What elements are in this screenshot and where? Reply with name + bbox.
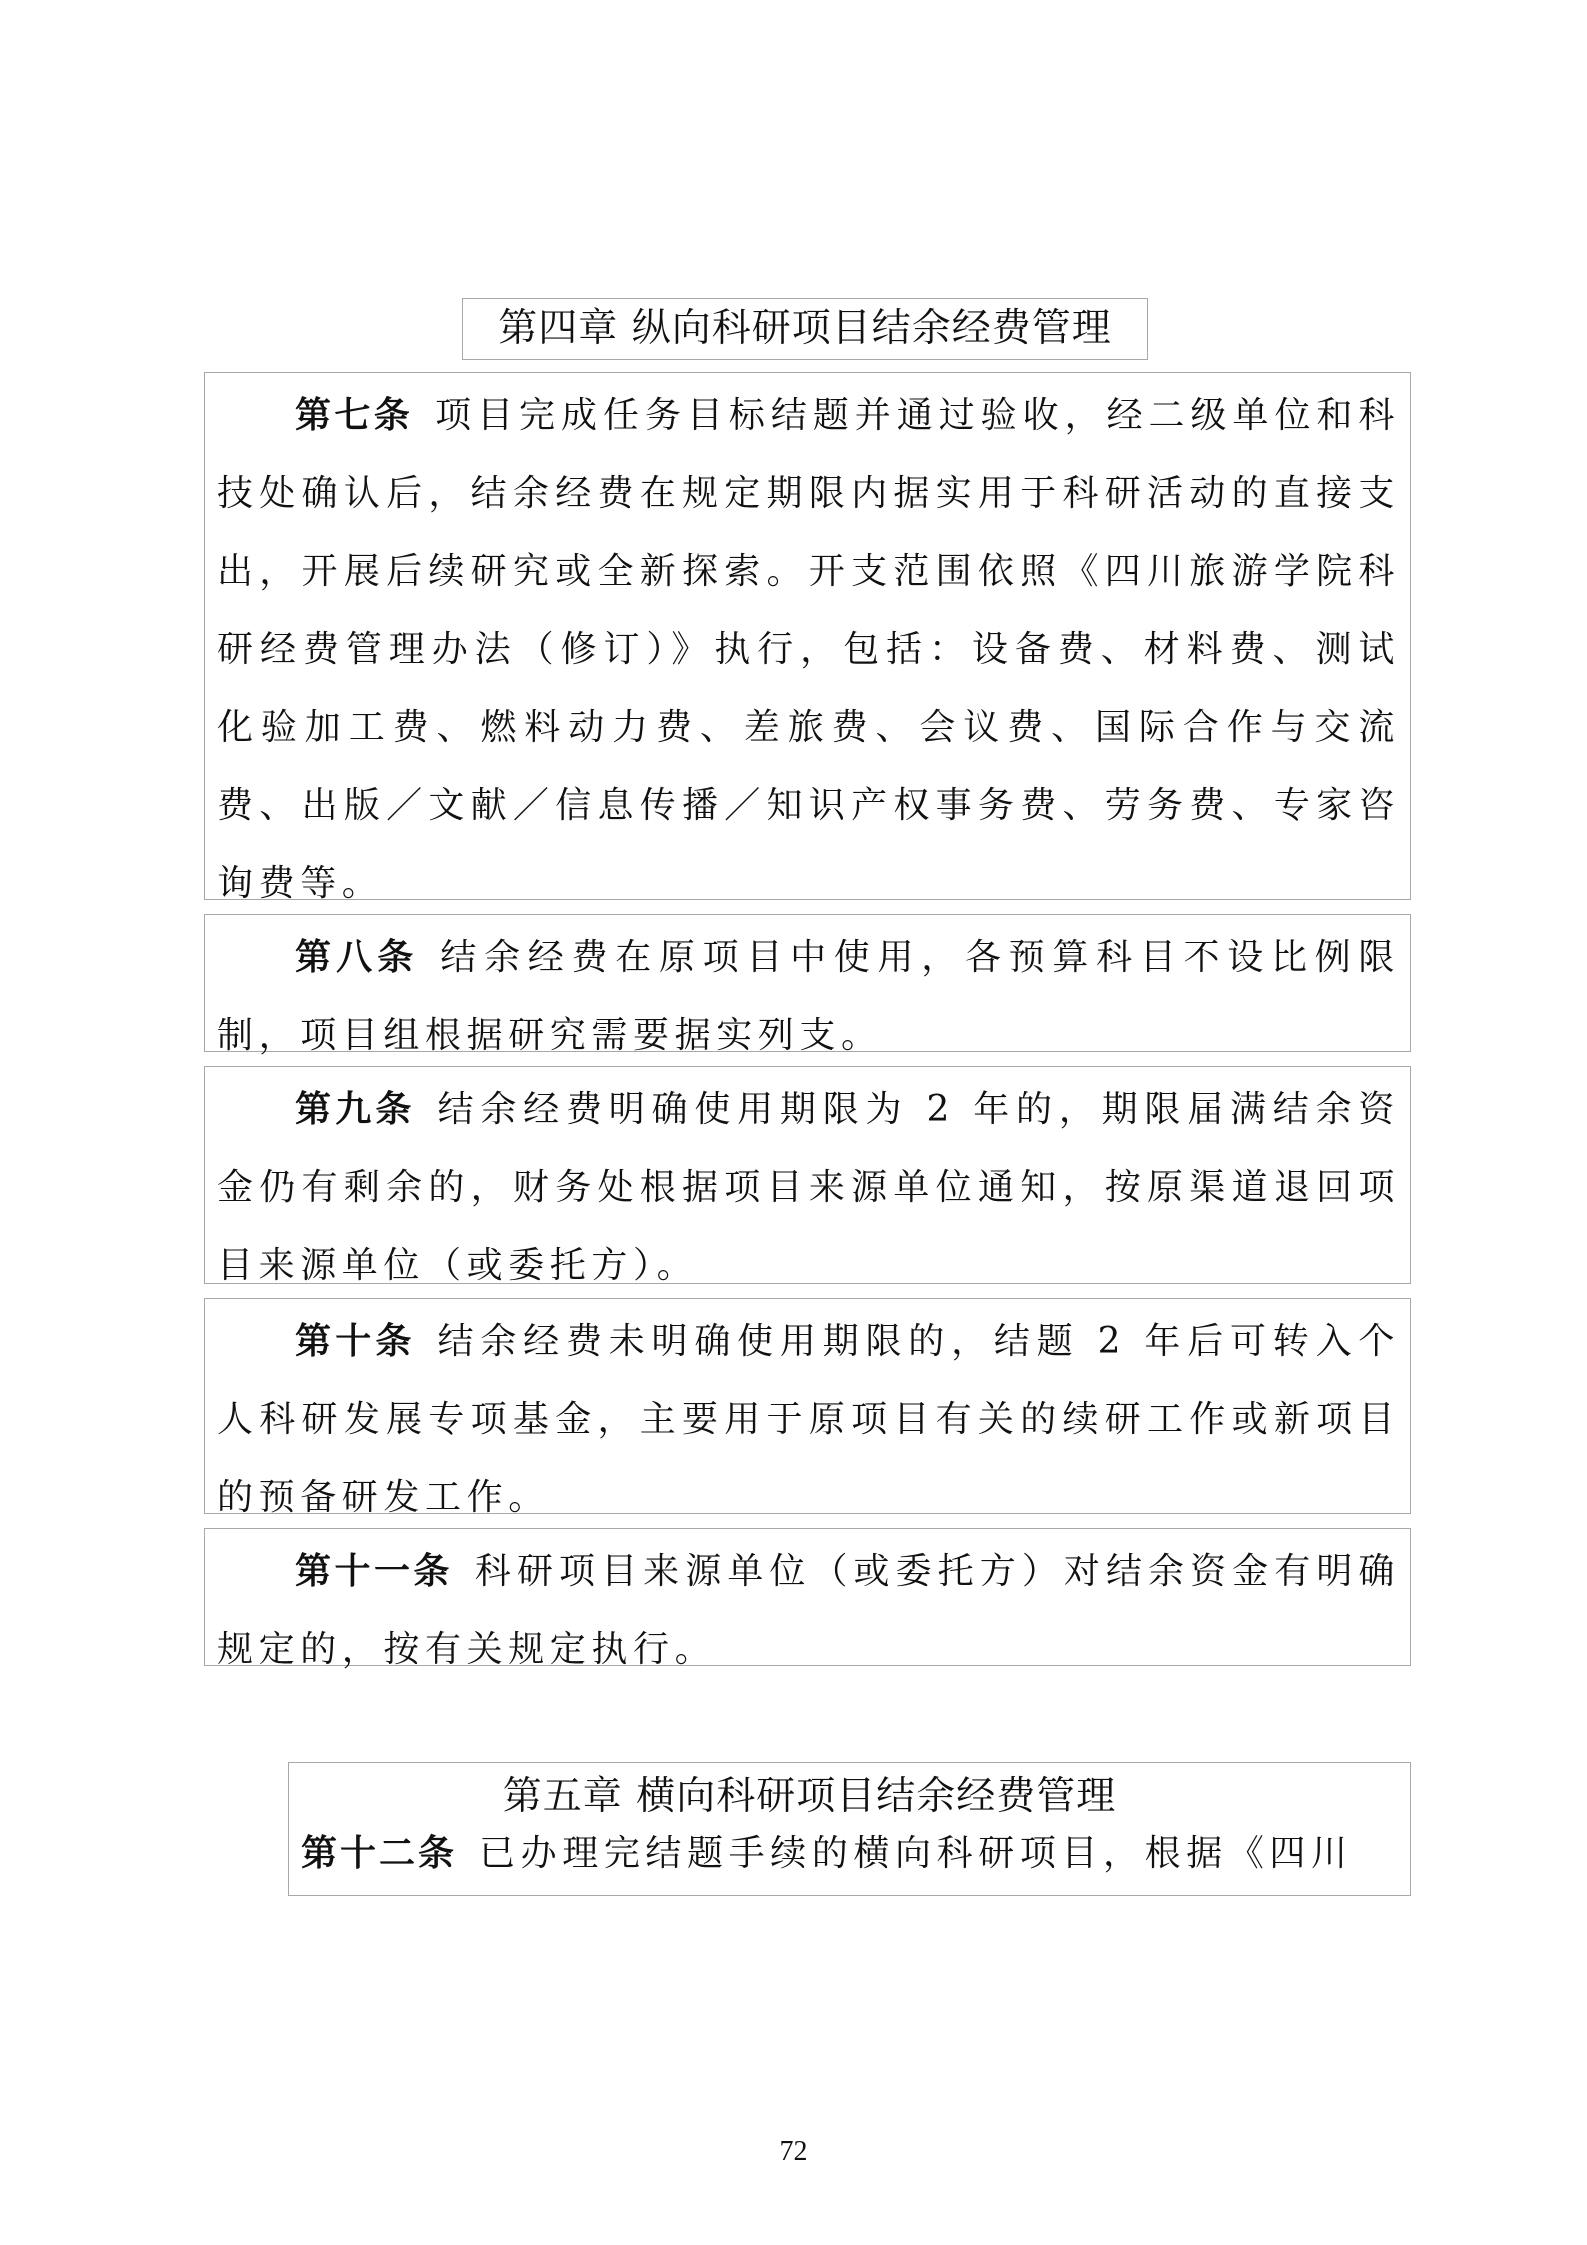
article-9 [204,1066,1411,1284]
chapter-4-title: 第四章 纵向科研项目结余经费管理 [498,306,1112,351]
chapter-5-section-box [288,1762,1411,1896]
article-9-text: 结余经费明确使用期限为 2 年的，期限届满结余资金仍有剩余的，财务处根据项目来源单位通知，按原渠道退回项目来源单位（或委托方）。 [217,1089,1400,1286]
article-10-text: 结余经费未明确使用期限的，结题 2 年后可转入个人科研发展专项基金，主要用于原项目有关的续研工作或新项目的预备研发工作。 [217,1321,1400,1518]
article-11-label: 第十一条 [295,1551,453,1592]
article-8 [204,914,1411,1056]
article-12-label: 第十二条 [301,1833,458,1874]
article-10 [204,1298,1411,1518]
chapter-4-heading-box [462,298,1148,360]
article-12 [289,1823,1410,1885]
article-12-text: 已办理完结题手续的横向科研项目，根据《四川 [479,1833,1353,1874]
article-8-label: 第八条 [295,937,419,978]
article-7-label: 第七条 [295,395,414,436]
article-11-text: 科研项目来源单位（或委托方）对结余资金有明确规定的，按有关规定执行。 [217,1551,1400,1670]
article-7 [204,372,1411,904]
article-10-label: 第十条 [295,1321,416,1362]
article-7-text: 项目完成任务目标结题并通过验收，经二级单位和科技处确认后，结余经费在规定期限内据实用于科研活动的直接支出，开展后续研究或全新探索。开支范围依照《四川旅游学院科研经费管理办法（修订）》执行，包括：设备费、材料费、测试化验加工费、燃料动力费、差旅费、会议费、国际合作与交流费、出版／文献／信息传播／知识产权事务费、劳务费、专家咨询费等。 [217,395,1400,904]
page-number: 72 [779,2136,808,2167]
article-11 [204,1528,1411,1670]
article-8-text: 结余经费在原项目中使用，各预算科目不设比例限制，项目组根据研究需要据实列支。 [217,937,1400,1056]
chapter-5-title: 第五章 横向科研项目结余经费管理 [502,1774,1117,1819]
article-9-label: 第九条 [295,1089,416,1130]
